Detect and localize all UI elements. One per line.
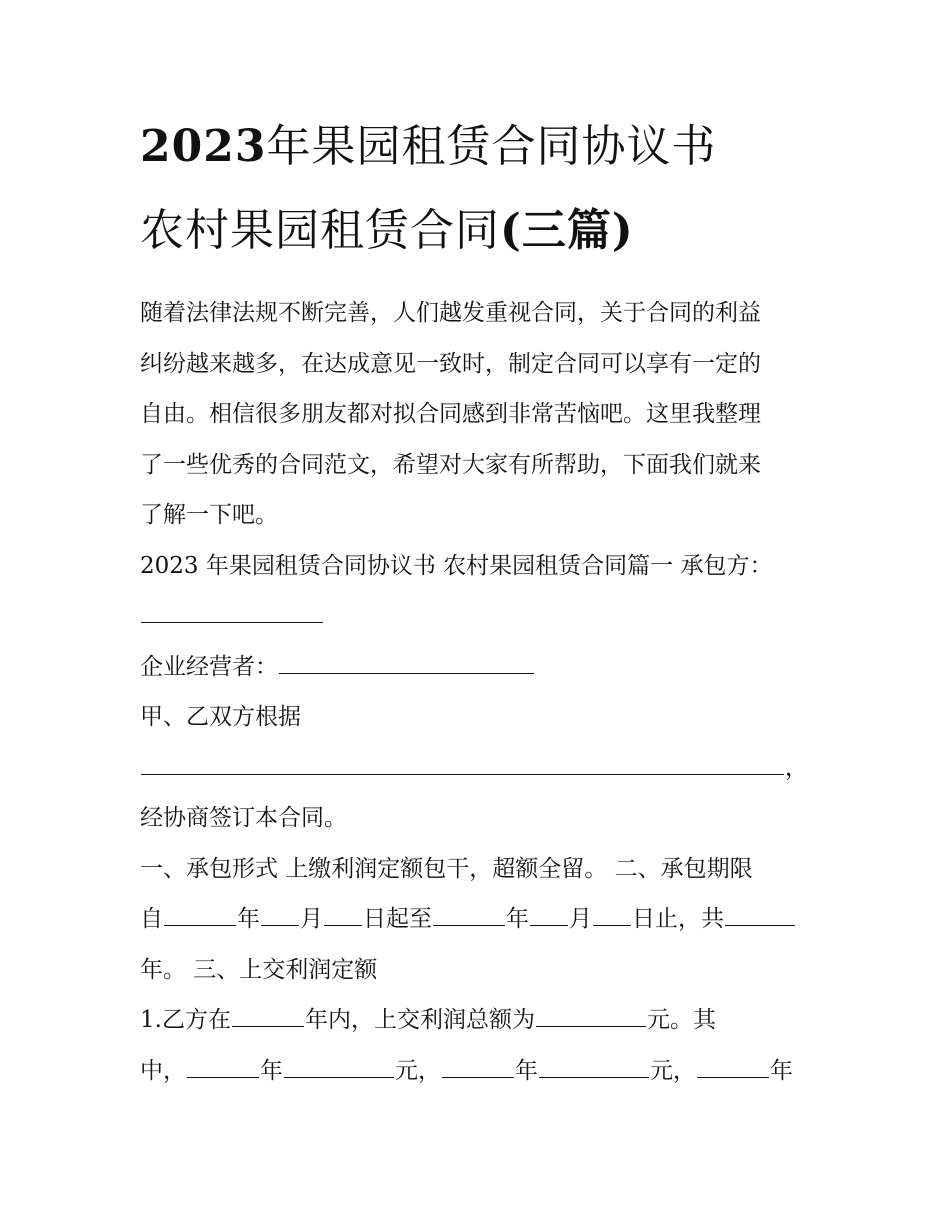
intro-line: 了一些优秀的合同范文，希望对大家有所帮助，下面我们就来: [140, 451, 761, 478]
basis-label: 甲、乙双方根据: [140, 704, 301, 730]
breakdown-year: 年: [515, 1057, 538, 1084]
period-line: [140, 894, 815, 945]
profit-prefix: 1.乙方在: [140, 1007, 231, 1033]
operator-label: 企业经营者：: [140, 653, 278, 680]
breakdown-prefix: 中，: [140, 1057, 186, 1084]
signed-line: 经协商签订本合同。: [140, 805, 347, 831]
document-page: [140, 118, 815, 1096]
basis-comma: ，: [785, 754, 808, 781]
blank: [442, 1049, 514, 1078]
contractor-blank: [141, 594, 323, 623]
title-line-2-text: 农村果园租赁合同: [140, 205, 500, 256]
title-line-2-paren: (三篇): [500, 205, 634, 256]
blank: [284, 1049, 394, 1078]
period-year-label: 年: [237, 906, 260, 932]
blank: [530, 897, 568, 926]
blank: [725, 897, 795, 926]
blank: [261, 897, 299, 926]
contractor-blank-line: [140, 591, 815, 642]
blank: [697, 1049, 769, 1078]
profit-line: [140, 995, 815, 1046]
title-year: 2023: [140, 121, 267, 172]
profit-suffix: 元。其: [646, 1007, 716, 1033]
blank: [539, 1049, 649, 1078]
document-body: [140, 288, 815, 1096]
blank: [187, 1049, 259, 1078]
blank: [164, 897, 236, 926]
period-month-label: 月: [300, 906, 323, 932]
breakdown-line: [140, 1046, 815, 1097]
intro-line: 随着法律法规不断完善，人们越发重视合同，关于合同的利益: [140, 300, 761, 326]
intro-line: 自由。相信很多朋友都对拟合同感到非常苦恼吧。这里我整理: [140, 401, 761, 427]
document-title: [140, 118, 815, 286]
blank: [536, 998, 646, 1027]
intro-line: 了解一下吧。: [140, 502, 278, 528]
blank: [324, 897, 362, 926]
profit-mid: 年内，上交利润总额为: [304, 1007, 535, 1033]
breakdown-yuan: 元，: [395, 1057, 441, 1084]
breakdown-yuan: 元，: [650, 1057, 696, 1084]
title-line-1-text: 年果园租赁合同协议书: [266, 121, 717, 172]
period-from: 自: [140, 906, 163, 932]
basis-blank-line: [140, 743, 815, 794]
title-line-1: [140, 118, 815, 202]
title-line-2: [140, 202, 815, 286]
operator-blank: [279, 645, 534, 674]
operator-line: [140, 642, 815, 693]
section1-heading: 2023 年果园租赁合同协议书 农村果园租赁合同篇一 承包方：: [140, 552, 773, 579]
period-year-label: 年: [506, 906, 529, 932]
blank: [232, 998, 304, 1027]
period-start-label: 日起至: [363, 906, 432, 932]
period-month-label: 月: [569, 906, 592, 932]
blank: [433, 897, 505, 926]
period-end-label: 日止，共: [632, 906, 724, 932]
blank: [593, 897, 631, 926]
intro-line: 纠纷越来越多，在达成意见一致时，制定合同可以享有一定的: [140, 350, 761, 377]
period-end-line: 年。 三、上交利润定额: [140, 956, 378, 983]
basis-blank: [141, 746, 784, 775]
breakdown-year: 年: [260, 1057, 283, 1084]
clause-form-line: 一、承包形式 上缴利润定额包干，超额全留。 二、承包期限: [140, 855, 753, 882]
breakdown-year: 年: [770, 1057, 793, 1084]
